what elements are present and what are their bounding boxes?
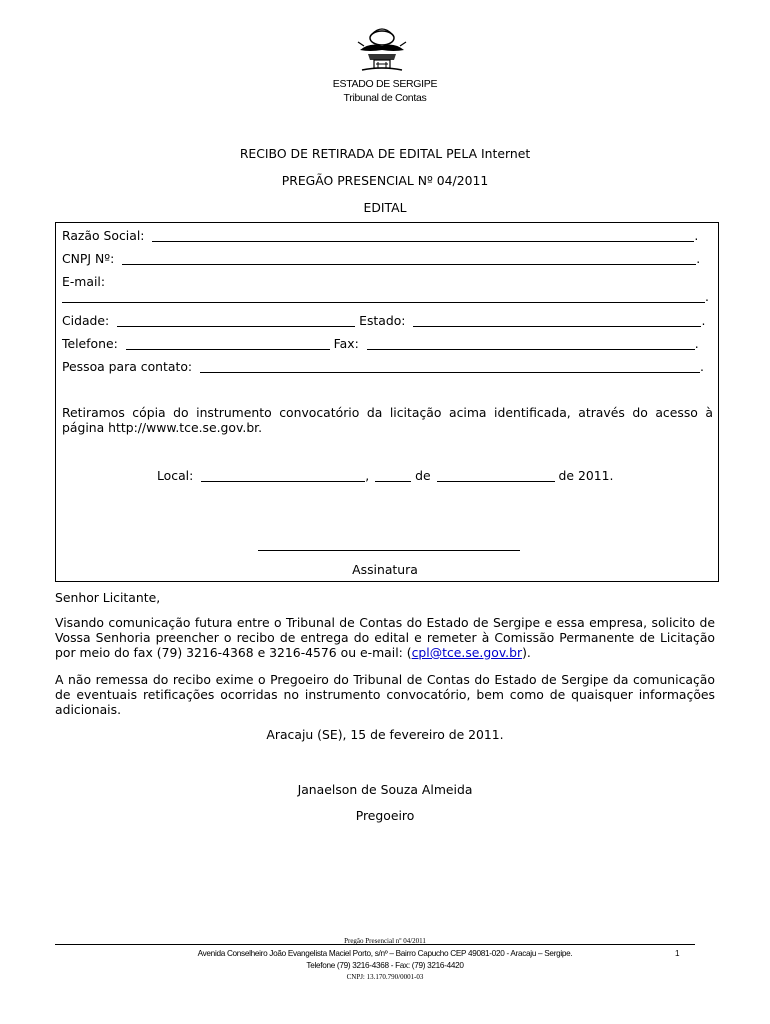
cidade-estado-row (62, 313, 705, 328)
state-name: ESTADO DE SERGIPE (332, 78, 438, 90)
receipt-form-box (55, 222, 719, 582)
period: . (694, 228, 699, 243)
estado-label: Estado: (359, 313, 406, 328)
razao-social-field[interactable] (152, 240, 694, 242)
year-label: de 2011. (558, 468, 614, 483)
footer-divider (55, 944, 695, 945)
period: . (701, 313, 706, 328)
local-date-row (157, 468, 613, 483)
non-remittance-paragraph: A não remessa do recibo exime o Pregoeiro do Tribunal de Contas do Estado de Sergipe da comunicação de eventuais retificações ocorridas no instrumento convocatório, bem como de quaisquer informações adicionais. (55, 672, 715, 717)
local-label: Local: (157, 468, 194, 483)
state-coat-of-arms-icon (354, 24, 410, 76)
organization-name: Tribunal de Contas (343, 92, 427, 104)
footer-reference: Pregão Presencial nº 04/2011 (344, 937, 426, 945)
estado-field[interactable] (413, 325, 701, 327)
cidade-label: Cidade: (62, 313, 110, 328)
de-label: de (415, 468, 431, 483)
page-number: 1 (675, 949, 680, 958)
telefone-label: Telefone: (62, 336, 118, 351)
day-field[interactable] (375, 480, 411, 482)
pessoa-contato-field[interactable] (200, 371, 700, 373)
signer-role: Pregoeiro (355, 808, 415, 823)
fax-label: Fax: (333, 336, 359, 351)
salutation: Senhor Licitante, (55, 590, 161, 605)
receipt-title: RECIBO DE RETIRADA DE EDITAL PELA Internet (239, 146, 531, 161)
communication-text: Visando comunicação futura entre o Tribunal de Contas do Estado de Sergipe e essa empresa, solicito de Vossa Senhoria preencher o recibo de entrega do edital e remeter à Comissão Permanente de Licitação por meio do fax (79) 3216-4368 e 3216-4576 ou e-mail: ( (55, 615, 715, 660)
local-field[interactable] (201, 480, 365, 482)
month-field[interactable] (437, 480, 555, 482)
comma: , (365, 468, 370, 483)
edital-title: EDITAL (363, 200, 407, 215)
pessoa-contato-row (62, 359, 704, 374)
pregao-title: PREGÃO PRESENCIAL Nº 04/2011 (281, 173, 489, 188)
period: . (700, 359, 704, 374)
fax-field[interactable] (367, 348, 695, 350)
footer-phone: Telefone (79) 3216-4368 - Fax: (79) 3216-4420 (306, 961, 464, 970)
cnpj-row (62, 251, 700, 266)
pessoa-contato-label: Pessoa para contato: (62, 359, 193, 374)
cnpj-label: CNPJ Nº: (62, 251, 115, 266)
razao-social-row (62, 228, 698, 243)
razao-social-label: Razão Social: (62, 228, 145, 243)
signature-line[interactable] (258, 549, 520, 551)
footer-address: Avenida Conselheiro João Evangelista Maciel Porto, s/nº – Bairro Capucho CEP 49081-020 - Aracaju – Sergipe. (197, 949, 573, 958)
date-line: Aracaju (SE), 15 de fevereiro de 2011. (266, 727, 504, 742)
signer-name: Janaelson de Souza Almeida (297, 782, 473, 797)
cnpj-field[interactable] (122, 263, 696, 265)
email-row (62, 289, 709, 304)
email-field[interactable] (62, 301, 705, 303)
period: . (696, 251, 701, 266)
footer-cnpj: CNPJ: 13.170.790/0001-03 (346, 973, 424, 981)
telefone-fax-row (62, 336, 699, 351)
retiramos-paragraph: Retiramos cópia do instrumento convocatório da licitação acima identificada, através do acesso à página http://www.tce.se.gov.br. (62, 405, 713, 435)
communication-end: ). (522, 645, 531, 660)
telefone-field[interactable] (126, 348, 330, 350)
period: . (705, 289, 709, 304)
communication-paragraph (55, 615, 715, 660)
signature-label: Assinatura (352, 562, 418, 577)
email-label: E-mail: (62, 274, 106, 289)
cidade-field[interactable] (117, 325, 355, 327)
cpl-email-link[interactable]: cpl@tce.se.gov.br (411, 645, 523, 660)
period: . (694, 336, 699, 351)
